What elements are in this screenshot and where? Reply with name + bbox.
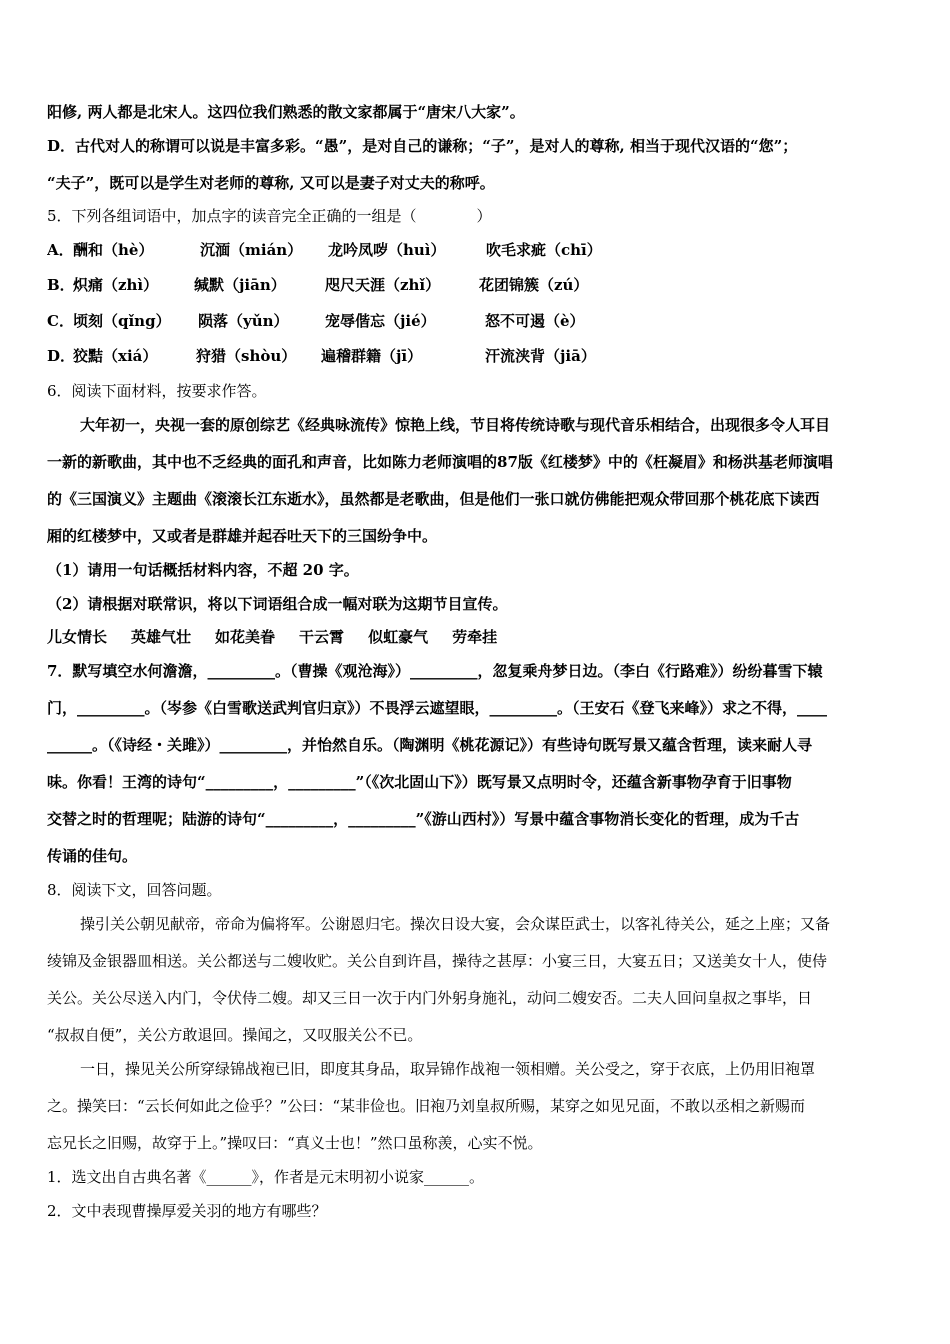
q8-sub-question-1: 1．选文出自古典名著《______》，作者是元末明初小说家______。 [47, 1168, 485, 1186]
option-word: 怒不可遏（è） [485, 312, 585, 330]
option-word: 花团锦簇（zú） [479, 276, 589, 294]
q8-passage-line: 一日，操见关公所穿绿锦战袍已旧，即度其身品，取异锦作战袍一领相赠。关公受之，穿于衣底，上仍用旧袍罩 [80, 1060, 816, 1078]
option-label: A． [47, 241, 74, 259]
option-word: 遍稽群籍（jī） [321, 347, 423, 365]
couplet-word: 干云霄 [299, 628, 345, 646]
option-word: 陨落（yǔn） [198, 312, 289, 330]
q6-sub-question-2: （2）请根据对联常识，将以下词语组合成一幅对联为这期节目宣传。 [47, 595, 508, 613]
q7-line: ______。（《诗经・关雎》）_________，并怡然自乐。（陶渊明《桃花源记》）有些诗句既写景又蕴含哲理，读来耐人寻 [47, 736, 813, 754]
couplet-word: 儿女情长 [47, 628, 108, 646]
option-word: 狡黠（xiá） [73, 347, 158, 365]
q8-passage-line: 忘兄长之旧赐，故穿于上。”操叹曰：“真义士也！”然口虽称羡，心实不悦。 [47, 1134, 543, 1152]
couplet-word: 英雄气壮 [131, 628, 192, 646]
q8-passage-line: “叔叔自便”，关公方敢退回。操闻之，又叹服关公不已。 [47, 1026, 423, 1044]
q6-passage-line: 大年初一，央视一套的原创综艺《经典咏流传》惊艳上线，节目将传统诗歌与现代音乐相结合，出现很多令人耳目 [80, 416, 831, 434]
option-word: 沉湎（mián） [200, 241, 303, 259]
option-word: 龙吟凤哕（huì） [328, 241, 446, 259]
q6-passage-line: 厢的红楼梦中，又或者是群雄并起吞吐天下的三国纷争中。 [47, 527, 438, 545]
option-d-text: D．古代对人的称谓可以说是丰富多彩。“愚”，是对自己的谦称；“子”，是对人的尊称, 相当于现代汉语的“您”； [47, 137, 798, 155]
option-label: D． [47, 347, 76, 365]
question-5-stem: 5．下列各组词语中，加点字的读音完全正确的一组是（ ） [47, 207, 492, 225]
q7-line: 传诵的佳句。 [47, 847, 138, 865]
option-word: 缄默（jiān） [194, 276, 286, 294]
q8-passage-line: 之。操笑曰：“云长何如此之俭乎？”公曰：“某非俭也。旧袍乃刘皇叔所赐，某穿之如见兄面，不敢以丞相之新赐而 [47, 1097, 806, 1115]
question-8-stem: 8．阅读下文，回答问题。 [47, 881, 222, 899]
q7-line: 味。你看！王湾的诗句“_________，_________”（《次北固山下》）既写景又点明时令，还蕴含新事物孕育于旧事物 [47, 773, 792, 791]
q8-passage-line: 关公。关公尽送入内门，令伏侍二嫂。却又三日一次于内门外躬身施礼，动问二嫂安否。二夫人回问皇叔之事毕，日 [47, 989, 813, 1007]
q5-option-a [47, 239, 907, 261]
q8-passage-line: 操引关公朝见献帝，帝命为偏将军。公谢恩归宅。操次日设大宴，会众谋臣武士，以客礼待关公，延之上座；又备 [80, 915, 831, 933]
q6-word-list [47, 626, 907, 648]
couplet-word: 劳牵挂 [452, 628, 498, 646]
option-word: 狩猎（shòu） [196, 347, 297, 365]
text-line: 阳修, 两人都是北宋人。这四位我们熟悉的散文家都属于“唐宋八大家”。 [47, 103, 525, 121]
option-label: B． [47, 276, 75, 294]
q6-passage-line: 一新的新歌曲，其中也不乏经典的面孔和声音，比如陈力老师演唱的87版《红楼梦》中的《枉凝眉》和杨洪基老师演唱 [47, 453, 833, 471]
option-word: 咫尺天涯（zhǐ） [325, 276, 441, 294]
q5-option-b [47, 274, 907, 296]
q5-option-d [47, 345, 907, 367]
couplet-word: 如花美眷 [215, 628, 276, 646]
q7-line: 门，_________。（岑参《白雪歌送武判官归京》）不畏浮云遮望眼，_________。（王安石《登飞来峰》）求之不得，____ [47, 699, 828, 717]
q8-passage-line: 绫锦及金银器皿相送。关公都送与二嫂收贮。关公自到许昌，操待之甚厚：小宴三日，大宴五日；又送美女十人，使侍 [47, 952, 828, 970]
option-word: 酬和（hè） [73, 241, 154, 259]
q7-line: 交替之时的哲理呢；陆游的诗句“_________，_________”《游山西村》）写景中蕴含事物消长变化的哲理，成为千古 [47, 810, 800, 828]
option-word: 汗流浃背（jiā） [485, 347, 596, 365]
q6-sub-question-1: （1）请用一句话概括材料内容，不超 20 字。 [47, 561, 359, 579]
text-line: “夫子”，既可以是学生对老师的尊称, 又可以是妻子对丈夫的称呼。 [47, 174, 495, 192]
q6-passage-line: 的《三国演义》主题曲《滚滚长江东逝水》，虽然都是老歌曲，但是他们一张口就仿佛能把观众带回那个桃花底下读西 [47, 490, 820, 508]
option-word: 吹毛求疵（chī） [486, 241, 602, 259]
option-label: C． [47, 312, 74, 330]
q5-option-c [47, 310, 907, 332]
option-word: 顷刻（qǐng） [73, 312, 171, 330]
q7-line: 7．默写填空水何澹澹，_________。（曹操《观沧海》）_________，忽复乘舟梦日边。（李白《行路难》）纷纷暮雪下辕 [47, 662, 823, 680]
question-6-stem: 6．阅读下面材料，按要求作答。 [47, 382, 267, 400]
option-word: 宠辱偕忘（jié） [325, 312, 436, 330]
couplet-word: 似虹豪气 [368, 628, 429, 646]
q8-sub-question-2: 2．文中表现曹操厚爱关羽的地方有哪些？ [47, 1202, 327, 1220]
option-word: 炽痛（zhì） [73, 276, 159, 294]
